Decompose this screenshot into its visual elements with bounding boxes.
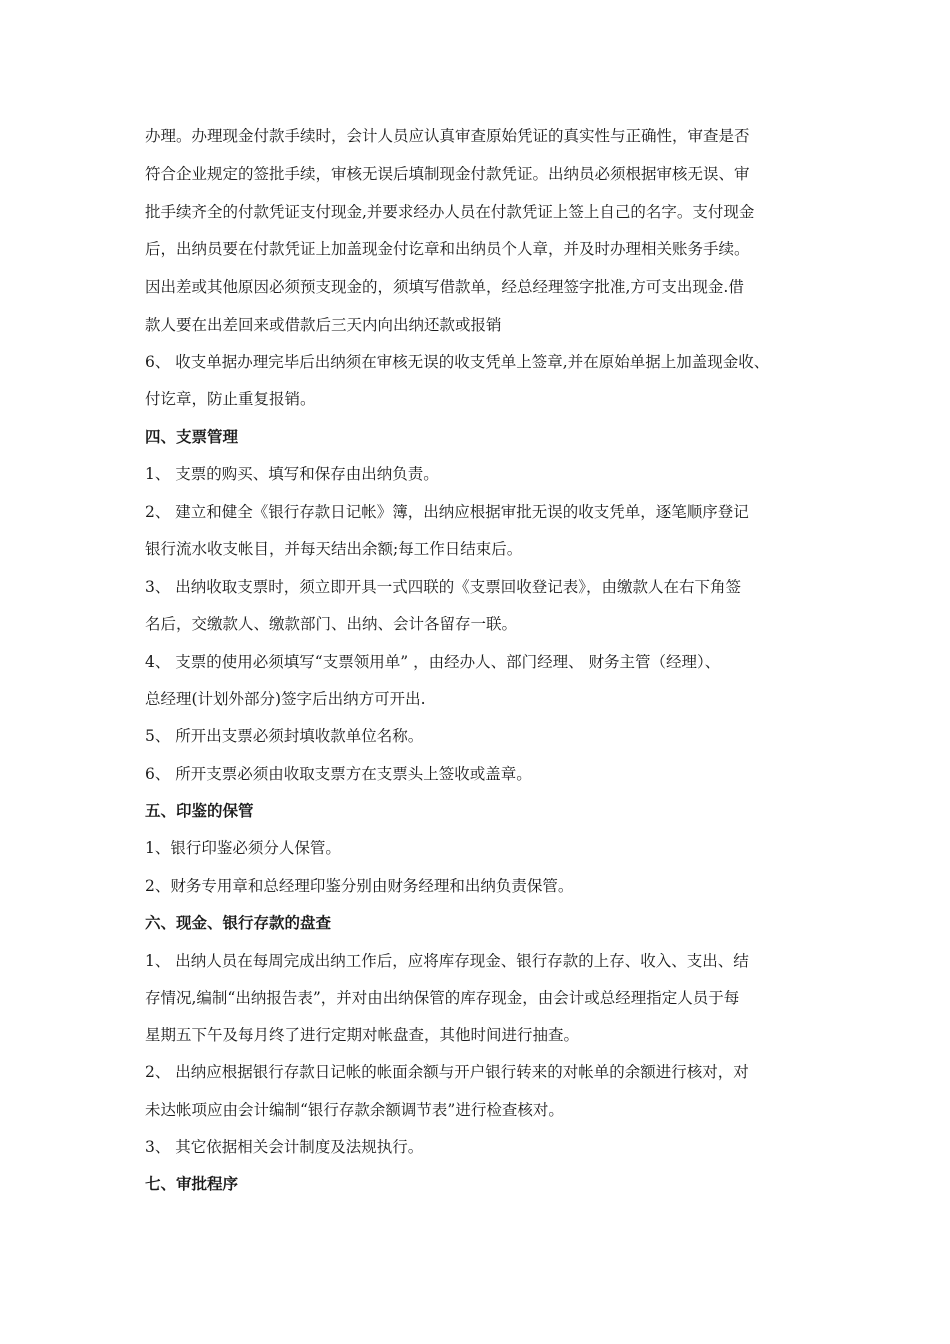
list-item-line: 1、银行印鉴必须分人保管。: [145, 839, 341, 857]
list-item-line: 存情况,编制“出纳报告表”，并对由出纳保管的库存现金，由会计或总经理指定人员于每: [145, 989, 740, 1007]
list-item-line: 1、 支票的购买、填写和保存由出纳负责。: [145, 465, 439, 483]
list-item-line: 6、 收支单据办理完毕后出纳须在审核无误的收支凭单上签章,并在原始单据上加盖现金收、: [145, 353, 770, 371]
section-heading: 六、现金、银行存款的盘查: [145, 914, 332, 932]
list-item-line: 3、 出纳收取支票时，须立即开具一式四联的《支票回收登记表》，由缴款人在右下角签: [145, 578, 742, 596]
paragraph-line: 因出差或其他原因必须预支现金的，须填写借款单，经总经理签字批准,方可支出现金.借: [145, 278, 744, 296]
list-item-line: 未达帐项应由会计编制“银行存款余额调节表”进行检查核对。: [145, 1101, 564, 1119]
list-item-line: 2、财务专用章和总经理印鉴分别由财务经理和出纳负责保管。: [145, 877, 574, 895]
paragraph-line: 批手续齐全的付款凭证支付现金,并要求经办人员在付款凭证上签上自己的名字。支付现金: [145, 203, 755, 221]
list-item-line: 4、 支票的使用必须填写“支票领用单” ，由经办人、部门经理、 财务主管（经理）、: [145, 653, 721, 671]
list-item-line: 6、 所开支票必须由收取支票方在支票头上签收或盖章。: [145, 765, 532, 783]
paragraph-line: 办理。办理现金付款手续时，会计人员应认真审查原始凭证的真实性与正确性，审查是否: [145, 127, 750, 145]
list-item-line: 银行流水收支帐目，并每天结出余额;每工作日结束后。: [145, 540, 523, 558]
section-heading: 四、支票管理: [145, 428, 239, 446]
list-item-line: 5、 所开出支票必须封填收款单位名称。: [145, 727, 424, 745]
paragraph-line: 款人要在出差回来或借款后三天内向出纳还款或报销: [145, 316, 502, 334]
paragraph-line: 后，出纳员要在付款凭证上加盖现金付讫章和出纳员个人章，并及时办理相关账务手续。: [145, 240, 750, 258]
paragraph-line: 符合企业规定的签批手续，审核无误后填制现金付款凭证。出纳员必须根据审核无误、审: [145, 165, 750, 183]
list-item-line: 2、 出纳应根据银行存款日记帐的帐面余额与开户银行转来的对帐单的余额进行核对，对: [145, 1063, 749, 1081]
list-item-line: 付讫章，防止重复报销。: [145, 390, 316, 408]
list-item-line: 名后，交缴款人、缴款部门、出纳、会计各留存一联。: [145, 615, 518, 633]
section-heading: 七、审批程序: [145, 1175, 239, 1193]
list-item-line: 星期五下午及每月终了进行定期对帐盘查，其他时间进行抽查。: [145, 1026, 580, 1044]
list-item-line: 1、 出纳人员在每周完成出纳工作后，应将库存现金、银行存款的上存、收入、支出、结: [145, 952, 749, 970]
list-item-line: 2、 建立和健全《银行存款日记帐》簿，出纳应根据审批无误的收支凭单，逐笔顺序登记: [145, 503, 749, 521]
list-item-line: 总经理(计划外部分)签字后出纳方可开出.: [145, 690, 426, 708]
list-item-line: 3、 其它依据相关会计制度及法规执行。: [145, 1138, 424, 1156]
section-heading: 五、印鉴的保管: [145, 802, 254, 820]
